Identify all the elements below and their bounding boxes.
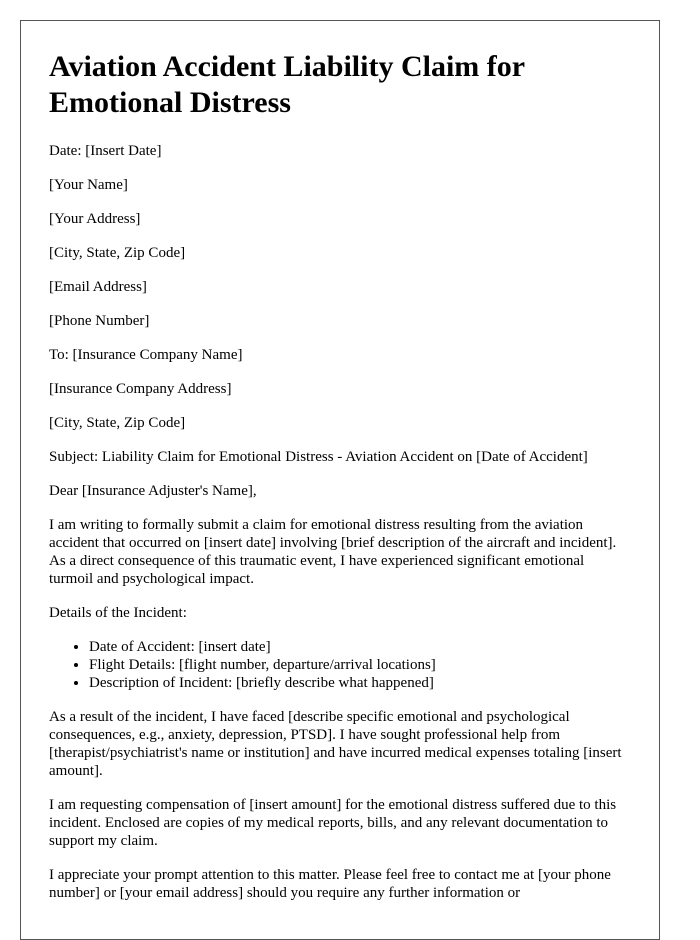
recipient-city-state-zip: [City, State, Zip Code] — [49, 415, 186, 431]
details-item-flight: • Flight Details: [flight number, departure/arrival locations] — [89, 656, 631, 674]
sender-name: [Your Name] — [49, 177, 128, 193]
details-item-description: • Description of Incident: [briefly describe what happened] — [89, 674, 631, 692]
subject-line: Subject: Liability Claim for Emotional Distress - Aviation Accident on [Date of Accident] — [49, 449, 588, 465]
request-paragraph: I am requesting compensation of [insert amount] for the emotional distress suffered due to this incident. Enclosed are copies of my medical reports, bills, and any relevant documentation to support my claim. — [49, 797, 617, 849]
impact-paragraph: As a result of the incident, I have faced [describe specific emotional and psychological consequences, e.g., anxiety, depression, PTSD]. I have sought professional help from [therapist/psychiatrist's name or institution] and have incurred medical expenses totaling [insert amount]. — [49, 709, 622, 779]
sender-phone: [Phone Number] — [49, 313, 150, 329]
sender-city-state-zip: [City, State, Zip Code] — [49, 245, 186, 261]
salutation: Dear [Insurance Adjuster's Name], — [49, 483, 257, 499]
details-heading: Details of the Incident: — [49, 605, 187, 621]
date-line: Date: [Insert Date] — [49, 143, 162, 159]
details-item-date: • Date of Accident: [insert date] — [89, 638, 631, 656]
recipient-to-line: To: [Insurance Company Name] — [49, 347, 243, 363]
letter-page — [20, 20, 660, 940]
letter-title: Aviation Accident Liability Claim for Emotional Distress — [49, 50, 525, 119]
sender-email: [Email Address] — [49, 279, 147, 295]
closing-paragraph: I appreciate your prompt attention to this matter. Please feel free to contact me at [your phone number] or [your email address] should you require any further information or — [49, 867, 611, 901]
recipient-address: [Insurance Company Address] — [49, 381, 232, 397]
intro-paragraph: I am writing to formally submit a claim for emotional distress resulting from the aviation accident that occurred on [insert date] involving [brief description of the aircraft and incident]. As a direct consequence of this traumatic event, I have experienced significant emotional turmoil and psychological impact. — [49, 517, 617, 587]
sender-address: [Your Address] — [49, 211, 141, 227]
details-list — [49, 638, 631, 692]
